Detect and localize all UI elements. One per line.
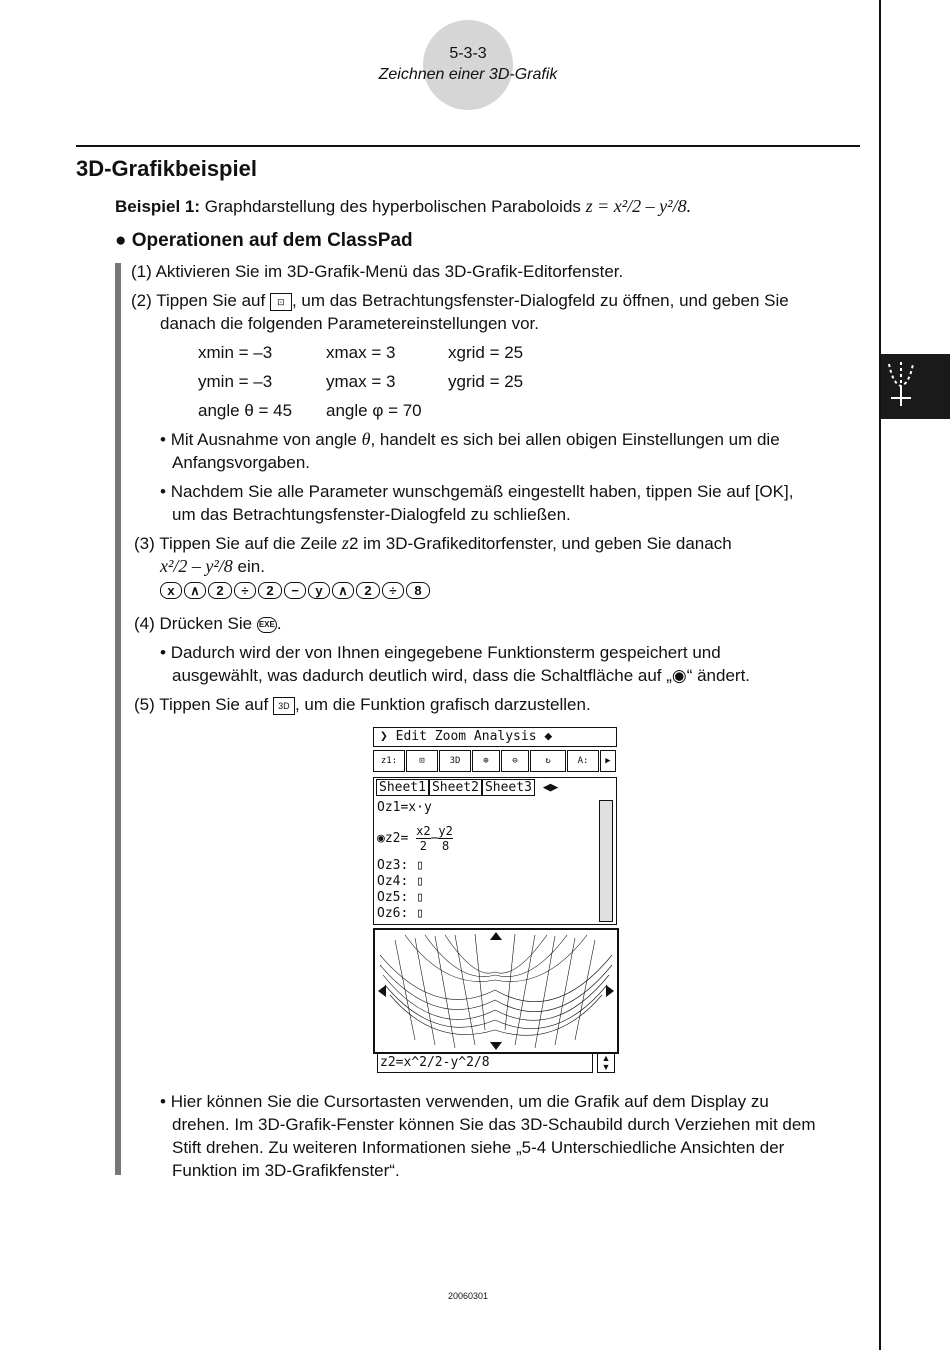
operations-title: Operationen auf dem ClassPad [131,230,413,251]
3d-graph-icon [881,354,950,419]
3d-surface-plot [375,930,617,1052]
tab-sheet1[interactable]: Sheet1 [376,779,429,796]
chapter-tab [881,354,950,419]
section-title: 3D-Grafikbeispiel [76,156,257,181]
bullet-1-a: Mit Ausnahme von angle [170,430,357,449]
menu-chevron-icon[interactable]: ❯ [380,729,388,744]
editor-window [373,777,617,925]
key-2: 2 [258,582,282,599]
step-3-number: (3) [134,534,155,553]
tab-sheet2[interactable]: Sheet2 [429,779,482,796]
example-line [115,196,691,217]
step-2-text-c: danach die folgenden Parametereinstellungen vor. [160,314,539,333]
z3-row[interactable]: Oz3: ▯ [377,858,424,873]
param-angle-theta: angle θ = 45 [198,401,293,420]
param-xgrid: xgrid = 25 [448,343,524,362]
page-header-title: Zeichnen einer 3D-Grafik [378,66,558,83]
z2-prefix: ◉z2= [377,831,409,846]
key-minus: − [284,582,306,599]
bullet-3-b: ausgewählt, was dadurch deutlich wird, dass die Schaltfläche auf „◉“ ändert. [172,666,751,685]
bullet-1-c: Anfangsvorgaben. [172,453,310,472]
tab-sheet3[interactable]: Sheet3 [482,779,535,796]
step-1-text: Aktivieren Sie im 3D-Grafik-Menü das 3D-Grafik-Editorfenster. [155,262,624,281]
cursor-right-icon [606,985,614,997]
key-x: x [160,582,182,599]
z2-fraction-1: $\frac{x2}{2}$ [416,824,431,853]
bullet-1-b: , handelt es sich bei allen obigen Einstellungen um die [370,430,780,449]
bullet-2-b: um das Betrachtungsfenster-Dialogfeld zu schließen. [172,505,571,524]
step-5 [134,693,591,716]
key-2: 2 [208,582,232,599]
bullet-2: • Nachdem Sie alle Parameter wunschgemäß eingestellt haben, tippen Sie auf [OK], [160,482,794,501]
editor-scrollbar[interactable] [599,800,613,922]
page-number: 5-3-3 [449,45,487,62]
tool-zoom-out-icon[interactable]: ⊖ [501,750,529,772]
footer-code: 20060301 [447,1291,489,1301]
step-3-formula: x²/2 – y²/8 [160,556,233,576]
param-ymax: ymax = 3 [326,372,396,391]
tool-view-window-icon[interactable]: ⊡ [406,750,438,772]
param-ymin: ymin = –3 [198,372,273,391]
tool-list-icon[interactable]: z1: [373,750,405,772]
example-label: Beispiel 1: [115,197,201,216]
entry-scroll-icon[interactable]: ▲ ▼ [597,1053,615,1073]
step-1-number: (1) [131,262,152,281]
param-xmax: xmax = 3 [326,343,396,362]
sheet-tabs [376,780,558,797]
bullet-3-a: Dadurch wird der von Ihnen eingegebene Funktionsterm gespeichert und [170,643,721,662]
step-5-text-a: Tippen Sie auf [159,695,269,714]
example-formula: z = x²/2 – y²/8. [585,196,692,216]
menu-bar [373,727,617,747]
step-4-number: (4) [134,614,155,633]
key-divide: ÷ [382,582,404,599]
operations-heading: ● Operationen auf dem ClassPad [115,230,413,251]
key-power: ∧ [184,582,206,599]
bullet-1-theta: θ [361,429,371,449]
z1-row[interactable]: Oz1=x·y [377,800,432,815]
cursor-up-icon [490,932,502,940]
draw-graph-icon: 3D [273,697,295,715]
3d-graph-window [373,928,619,1054]
right-margin-line [879,0,881,1350]
operations-side-bar [115,263,121,1175]
header-rule [76,145,860,147]
step-2-number: (2) [131,291,152,310]
step-3 [134,532,732,555]
z2-row[interactable]: ◉z2= $\frac{x2}{2}$ − $\frac{y2}{8}$ [377,824,453,853]
tool-table-icon[interactable]: A: [567,750,599,772]
key-2: 2 [356,582,380,599]
menu-diamond-icon[interactable]: ◆ [544,729,553,744]
example-text: Graphdarstellung des hyperbolischen Paraboloids [204,197,581,216]
bullet-4-d: Funktion im 3D-Grafikfenster“. [172,1161,400,1180]
tool-draw-icon[interactable]: 3D [439,750,471,772]
bullet-4-b: drehen. Im 3D-Grafik-Fenster können Sie das 3D-Schaubild durch Verziehen mit dem [172,1115,816,1134]
z5-row[interactable]: Oz5: ▯ [377,890,424,905]
exe-key: EXE [257,617,277,633]
tool-next-icon[interactable]: ▶ [600,750,616,772]
step-4: (4) Drücken Sie EXE . [134,614,282,633]
toolbar [373,750,615,772]
view-window-icon: ⊡ [270,293,292,311]
page-number-circle [423,20,513,110]
key-power: ∧ [332,582,354,599]
bullet-3: • Dadurch wird der von Ihnen eingegebene Funktionsterm gespeichert und [160,643,721,662]
step-3-var: z [341,533,349,553]
step-4-text: Drücken Sie [159,614,253,633]
classpad-screen [373,727,617,1078]
bullet-4: • Hier können Sie die Cursortasten verwenden, um die Grafik auf dem Display zu [160,1092,769,1111]
param-ygrid: ygrid = 25 [448,372,524,391]
tool-zoom-in-icon[interactable]: ⊕ [472,750,500,772]
step-3-text-b: 2 im 3D-Grafikeditorfenster, und geben Sie danach [348,534,732,553]
bullet-4-a: Hier können Sie die Cursortasten verwenden, um die Grafik auf dem Display zu [170,1092,769,1111]
cursor-left-icon [378,985,386,997]
step-5-number: (5) [134,695,155,714]
step-3-line-2 [160,555,265,578]
step-2-text-b: , um das Betrachtungsfenster-Dialogfeld zu öffnen, und geben Sie [291,291,789,310]
bullet-1: • Mit Ausnahme von angle θ, handelt es sich bei allen obigen Einstellungen um die [160,429,780,449]
step-5-text-b: , um die Funktion grafisch darzustellen. [294,695,591,714]
z4-row[interactable]: Oz4: ▯ [377,874,424,889]
key-sequence [160,582,432,600]
param-angle-phi: angle φ = 70 [326,401,422,420]
step-2 [131,289,789,312]
param-xmin: xmin = –3 [198,343,273,362]
bullet-4-c: Stift drehen. Zu weiteren Informationen siehe „5-4 Unterschiedliche Ansichten der [172,1138,785,1157]
z6-row[interactable]: Oz6: ▯ [377,906,424,921]
function-entry-line[interactable]: z2=x^2/2-y^2/8 [377,1053,593,1073]
menu-labels[interactable]: Edit Zoom Analysis [395,729,537,744]
tab-arrows-icon[interactable]: ◀▶ [542,780,559,795]
step-3-text-c: ein. [237,557,265,576]
cursor-down-icon [490,1042,502,1050]
step-1 [131,260,623,283]
bullet-2-a: Nachdem Sie alle Parameter wunschgemäß eingestellt haben, tippen Sie auf [OK], [170,482,794,501]
step-2-text-a: Tippen Sie auf [156,291,266,310]
tool-rotate-icon[interactable]: ↻ [530,750,566,772]
key-8: 8 [406,582,430,599]
step-3-text-a: Tippen Sie auf die Zeile [159,534,338,553]
key-y: y [308,582,330,599]
z2-fraction-2: $\frac{y2}{8}$ [438,824,453,853]
key-divide: ÷ [234,582,256,599]
